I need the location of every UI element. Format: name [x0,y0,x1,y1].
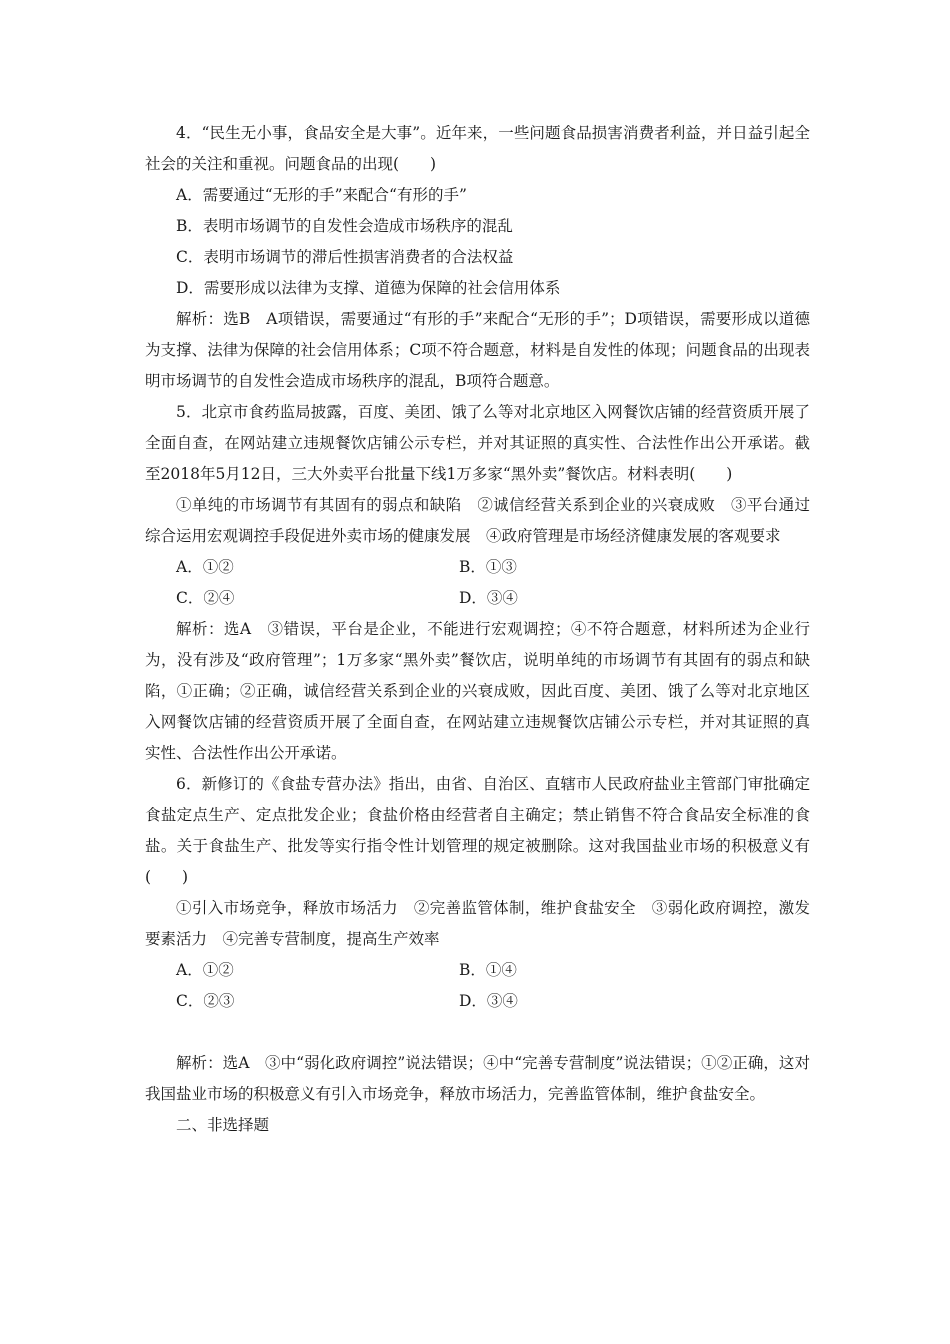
question-5-option-c: C．②④ [176,589,235,607]
question-4-analysis: 解析：选B A项错误，需要通过“有形的手”来配合“无形的手”；D项错误，需要形成以道德为支撑、法律为保障的社会信用体系；C项不符合题意，材料是自发性的体现；问题食品的出现表明市场调节的自发性会造成市场秩序的混乱，B项符合题意。 [145,310,810,390]
spacer [145,1017,810,1048]
question-5-statements: ①单纯的市场调节有其固有的弱点和缺陷 ②诚信经营关系到企业的兴衰成败 ③平台通过综合运用宏观调控手段促进外卖市场的健康发展 ④政府管理是市场经济健康发展的客观要求 [145,496,810,545]
question-5-options-row-1 [145,552,810,583]
question-6-option-d: D．③④ [459,992,518,1010]
question-6-analysis: 解析：选A ③中“弱化政府调控”说法错误；④中“完善专营制度”说法错误；①②正确，这对我国盐业市场的积极意义有引入市场竞争，释放市场活力，完善监管体制，维护食盐安全。 [145,1054,810,1103]
question-5-option-b: B．①③ [459,558,517,576]
question-5-analysis: 解析：选A ③错误，平台是企业，不能进行宏观调控；④不符合题意，材料所述为企业行为，没有涉及“政府管理”；1万多家“黑外卖”餐饮店，说明单纯的市场调节有其固有的弱点和缺陷，①正确；②正确，诚信经营关系到企业的兴衰成败，因此百度、美团、饿了么等对北京地区入网餐饮店铺的经营资质开展了全面自查，在网站建立违规餐饮店铺公示专栏，并对其证照的真实性、合法性作出公开承诺。 [145,620,810,762]
question-5-option-d: D．③④ [459,589,518,607]
question-4-option-a: A．需要通过“无形的手”来配合“有形的手” [176,186,467,204]
question-5-option-a: A．①② [176,558,234,576]
question-4-stem: 4．“民生无小事，食品安全是大事”。近年来，一些问题食品损害消费者利益，并日益引起全社会的关注和重视。问题食品的出现( ) [145,124,810,173]
question-6-statements: ①引入市场竞争，释放市场活力 ②完善监管体制，维护食盐安全 ③弱化政府调控，激发要素活力 ④完善专营制度，提高生产效率 [145,899,810,948]
question-6-options-row-2 [145,986,810,1017]
question-5-stem: 5．北京市食药监局披露，百度、美团、饿了么等对北京地区入网餐饮店铺的经营资质开展了全面自查，在网站建立违规餐饮店铺公示专栏，并对其证照的真实性、合法性作出公开承诺。截至2018年5月12日，三大外卖平台批量下线1万多家“黑外卖”餐饮店。材料表明( ) [145,403,810,483]
question-6-option-c: C．②③ [176,992,235,1010]
section-heading: 二、非选择题 [176,1116,270,1134]
question-6-stem: 6．新修订的《食盐专营办法》指出，由省、自治区、直辖市人民政府盐业主管部门审批确定食盐定点生产、定点批发企业；食盐价格由经营者自主确定；禁止销售不符合食品安全标准的食盐。关于食盐生产、批发等实行指令性计划管理的规定被删除。这对我国盐业市场的积极意义有( ) [145,775,810,886]
question-4-option-c: C．表明市场调节的滞后性损害消费者的合法权益 [176,248,514,266]
question-5-options-row-2 [145,583,810,614]
question-4-option-d: D．需要形成以法律为支撑、道德为保障的社会信用体系 [176,279,561,297]
question-4-option-b: B．表明市场调节的自发性会造成市场秩序的混乱 [176,217,513,235]
question-6-option-b: B．①④ [459,961,517,979]
document-page [145,118,810,1141]
question-6-options-row-1 [145,955,810,986]
question-6-option-a: A．①② [176,961,234,979]
